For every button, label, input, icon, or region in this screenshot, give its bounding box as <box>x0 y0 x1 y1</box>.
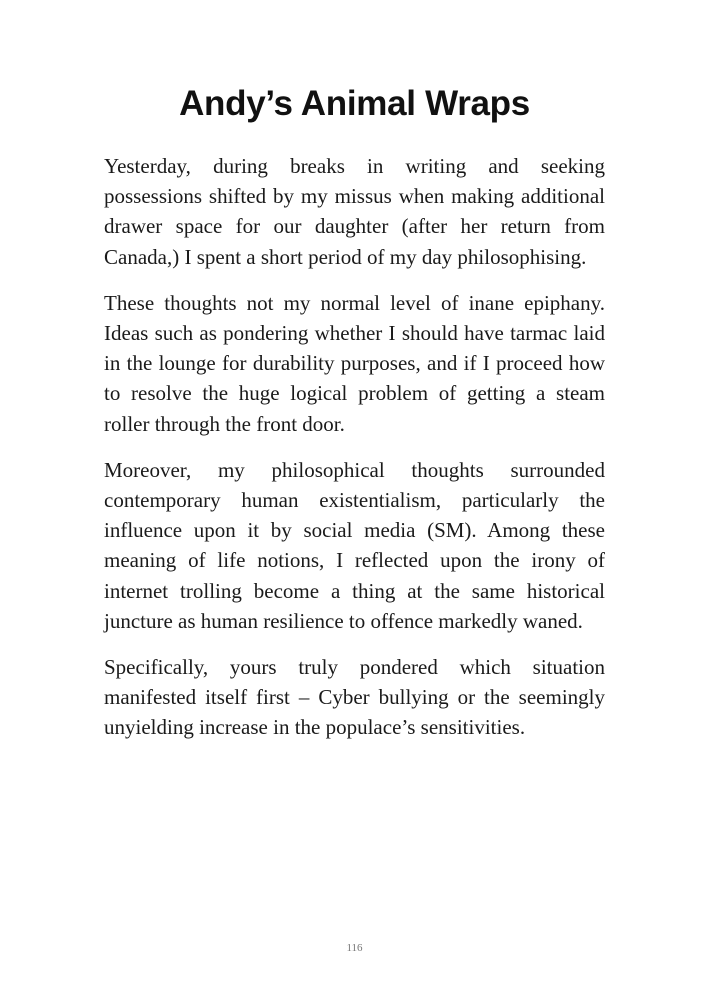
paragraph: Moreover, my philosophical thoughts surrounded contemporary human existentialism, particularly the influence upon it by social media (SM). Among these meaning of life notions, I reflected upon the irony of internet trolling become a thing at the same historical juncture as human resilience to offence markedly waned. <box>104 457 605 633</box>
page-number: 116 <box>346 942 363 954</box>
paragraph: Specifically, yours truly pondered which situation manifested itself first – Cyber bullying or the seemingly unyielding increase in the populace’s sensitivities. <box>104 655 605 740</box>
page-title: Andy’s Animal Wraps <box>179 84 530 123</box>
paragraph: Yesterday, during breaks in writing and seeking possessions shifted by my missus when making additional drawer space for our daughter (after her return from Canada,) I spent a short period of my day philosophising. <box>104 154 605 269</box>
paragraph: These thoughts not my normal level of inane epiphany. Ideas such as pondering whether I should have tarmac laid in the lounge for durability purposes, and if I proceed how to resolve the huge logical problem of getting a steam roller through the front door. <box>104 290 605 436</box>
body-text <box>104 151 605 759</box>
